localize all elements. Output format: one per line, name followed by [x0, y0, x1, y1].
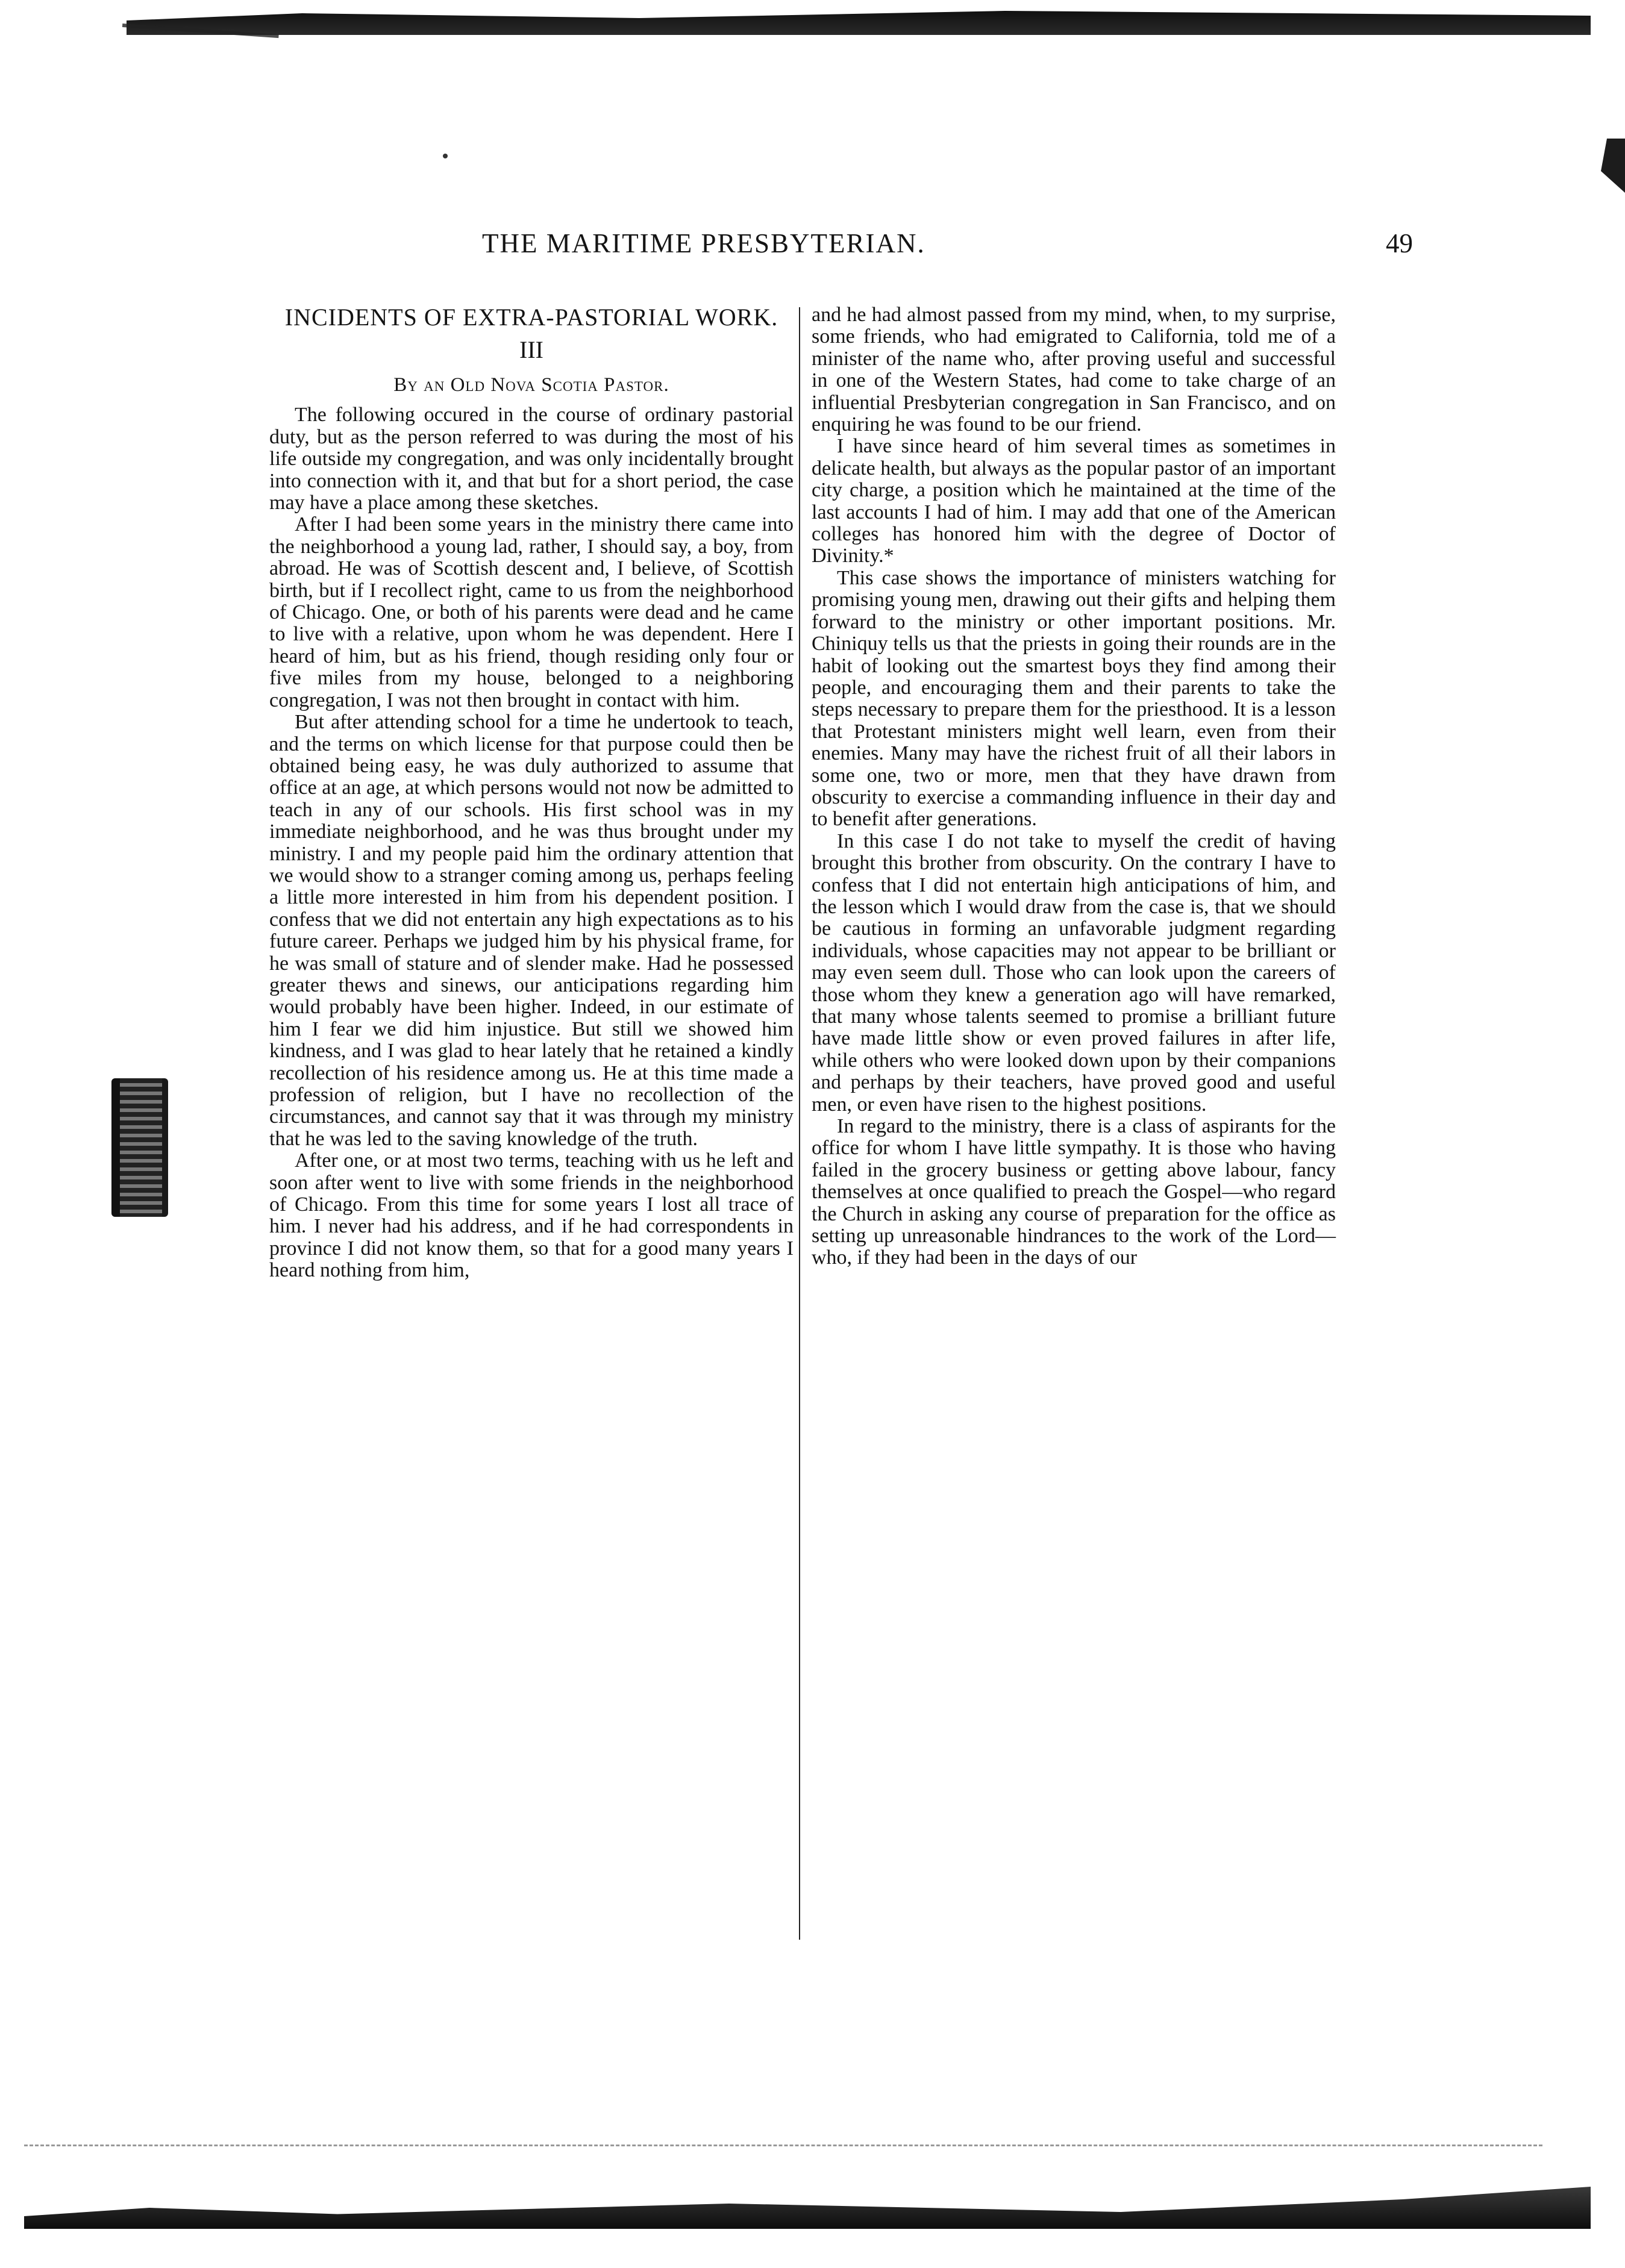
scan-corner-mark: [119, 23, 278, 86]
article-part-number: III: [519, 336, 543, 363]
paragraph: In regard to the ministry, there is a class of aspirants for the office for whom I have little sympathy. It is those who having failed in the grocery business or getting above labour, fancy themselves at once qualified to preach the Gospel—who regard the Church in asking any course of preparation for the office as setting up unreasonable hindrances to the work of the Lord—who, if they had been in the days of our: [812, 1115, 1336, 1269]
scan-dash-line: [24, 2145, 1542, 2146]
right-column: [812, 304, 1336, 1269]
running-title: THE MARITIME PRESBYTERIAN.: [482, 228, 925, 258]
paragraph-continued: and he had almost passed from my mind, when, to my surprise, some friends, who had emigrated to California, told me of a minister of the name who, after proving useful and successful in one of the Western States, had come to take charge of an influential Presbyterian congregation in San Francisco, and on enquiring he was found to be our friend.: [812, 304, 1336, 436]
paragraph: The following occured in the course of ordinary pastorial duty, but as the person referred to was during the most of his life outside my congregation, and was only incidentally brought into connection with it, and that but for a short period, the case may have a place among these sketches.: [269, 404, 794, 514]
left-column: [269, 304, 794, 1282]
paragraph: This case shows the importance of ministers watching for promising young men, drawing out their gifts and helping them forward to the ministry or other important positions. Mr. Chiniquy tells us that the priests in going their rounds are in the habit of looking out the smartest boys they find among their people, and encouraging them and their parents to take the steps necessary to prepare them for the priesthood. It is a lesson that Protestant ministers might well learn, even from their enemies. Many may have the richest fruit of all their labors in some one, two or more, men that they have drawn from obscurity to exercise a commanding influence in their day and to benefit after generations.: [812, 566, 1336, 831]
scan-edge-right: [1595, 139, 1625, 193]
scan-edge-top: [127, 11, 1591, 35]
scan-speck: [443, 154, 448, 158]
article-title: INCIDENTS OF EXTRA-PASTORIAL WORK.: [284, 304, 778, 331]
page-number: 49: [1386, 228, 1413, 258]
paragraph: I have since heard of him several times as sometimes in delicate health, but always as the popular pastor of an important city charge, a position which he maintained at the time of the last accounts I had of him. I may add that one of the American colleges has honored him with the degree of Doctor of Divinity.*: [812, 435, 1336, 567]
article-byline: By an Old Nova Scotia Pastor.: [393, 374, 669, 396]
scan-edge-bottom: [24, 2187, 1591, 2229]
paragraph: In this case I do not take to myself the credit of having brought this brother from obscurity. On the contrary I have to confess that I did not entertain high anticipations of him, and the lesson which I would draw from the case is, that we should be cautious in forming an unfavorable judgment regarding individuals, whose capacities may not appear to be brilliant or may even seem dull. Those who can look upon the careers of those whom they knew a generation ago will have remarked, that many whose talents seemed to promise a brilliant future have made little show or even proved failures in after life, while others who were looked down upon by their companions and perhaps by their teachers, have proved good and useful men, or even have risen to the highest positions.: [812, 829, 1336, 1116]
paragraph: After one, or at most two terms, teaching with us he left and soon after went to live with some friends in the neighborhood of Chicago. From this time for some years I lost all trace of him. I never had his address, and if he had correspondents in province I did not know them, so that for a good many years I heard nothing from him,: [269, 1149, 794, 1282]
binding-mark: [111, 1078, 168, 1217]
paragraph: After I had been some years in the ministry there came into the neighborhood a young lad, rather, I should say, a boy, from abroad. He was of Scottish descent and, I believe, of Scottish birth, but if I recollect right, came to us from the neighborhood of Chicago. One, or both of his parents were dead and he came to live with a relative, upon whom he was dependent. Here I heard of him, but as his friend, though residing only four or five miles from my house, belonged to a neighboring congregation, I was not then brought in contact with him.: [269, 513, 794, 711]
paragraph: But after attending school for a time he undertook to teach, and the terms on which license for that purpose could then be obtained being easy, he was duly authorized to assume that office at an age, at which persons would not now be admitted to teach in any of our schools. His first school was in my immediate neighborhood, and he was thus brought under my ministry. I and my people paid him the ordinary attention that we would show to a stranger coming among us, perhaps feeling a little more interested in him from his dependent position. I confess that we did not entertain any high expectations as to his future career. Perhaps we judged him by his physical frame, for he was small of stature and of slender make. Had he possessed greater thews and sinews, our anticipations regarding him would probably have been higher. Indeed, in our estimate of him I fear we did him injustice. But still we showed him kindness, and I was glad to hear lately that he retained a kindly recollection of his residence among us. He at this time made a profession of religion, but I have no recollection of the circumstances, and cannot say that it was through my ministry that he was led to the saving knowledge of the truth.: [269, 711, 794, 1150]
column-divider: [799, 307, 800, 1940]
